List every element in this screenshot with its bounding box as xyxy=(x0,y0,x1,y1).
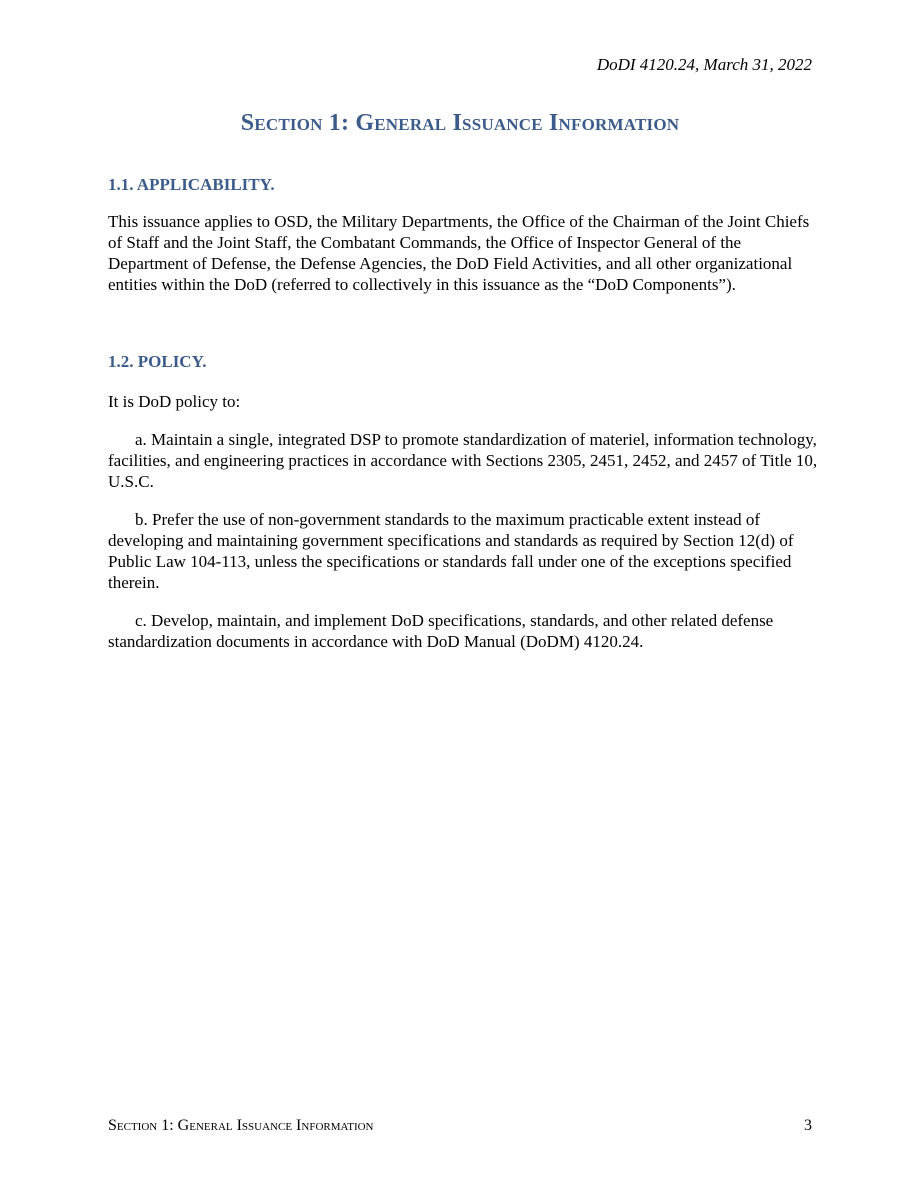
applicability-text: This issuance applies to OSD, the Military Departments, the Office of the Chairman of the Joint Chiefs of Staff and the Joint Staff, the Combatant Commands, the Office of Inspector General of the Department of Defense, the Defense Agencies, the DoD Field Activities, and all other organizational entities within the DoD (referred to collectively in this issuance as the “DoD Components”). xyxy=(108,212,810,294)
running-header: DoDI 4120.24, March 31, 2022 xyxy=(596,55,812,74)
policy-item-b: b. Prefer the use of non-government standards to the maximum practicable extent instead of developing and maintaining government specifications and standards as required by Section 12(d) of Public Law 104-113, unless the specifications or standards fall under one of the exceptions specified therein. xyxy=(108,510,794,592)
footer-section-title: Section 1: General Issuance Information xyxy=(108,1117,374,1134)
policy-intro: It is DoD policy to: xyxy=(108,392,241,411)
applicability-heading: 1.1. APPLICABILITY. xyxy=(108,175,275,194)
page-number: 3 xyxy=(804,1117,812,1134)
policy-item-a: a. Maintain a single, integrated DSP to promote standardization of materiel, information technology, facilities, and engineering practices in accordance with Sections 2305, 2451, 2452, and 2457 of Title 10, U.S.C. xyxy=(108,430,818,491)
policy-item-c: c. Develop, maintain, and implement DoD specifications, standards, and other related defense standardization documents in accordance with DoD Manual (DoDM) 4120.24. xyxy=(108,611,774,651)
policy-heading: 1.2. POLICY. xyxy=(108,352,207,371)
page-footer xyxy=(108,1117,812,1135)
section-title: Section 1: General Issuance Information xyxy=(240,110,680,136)
